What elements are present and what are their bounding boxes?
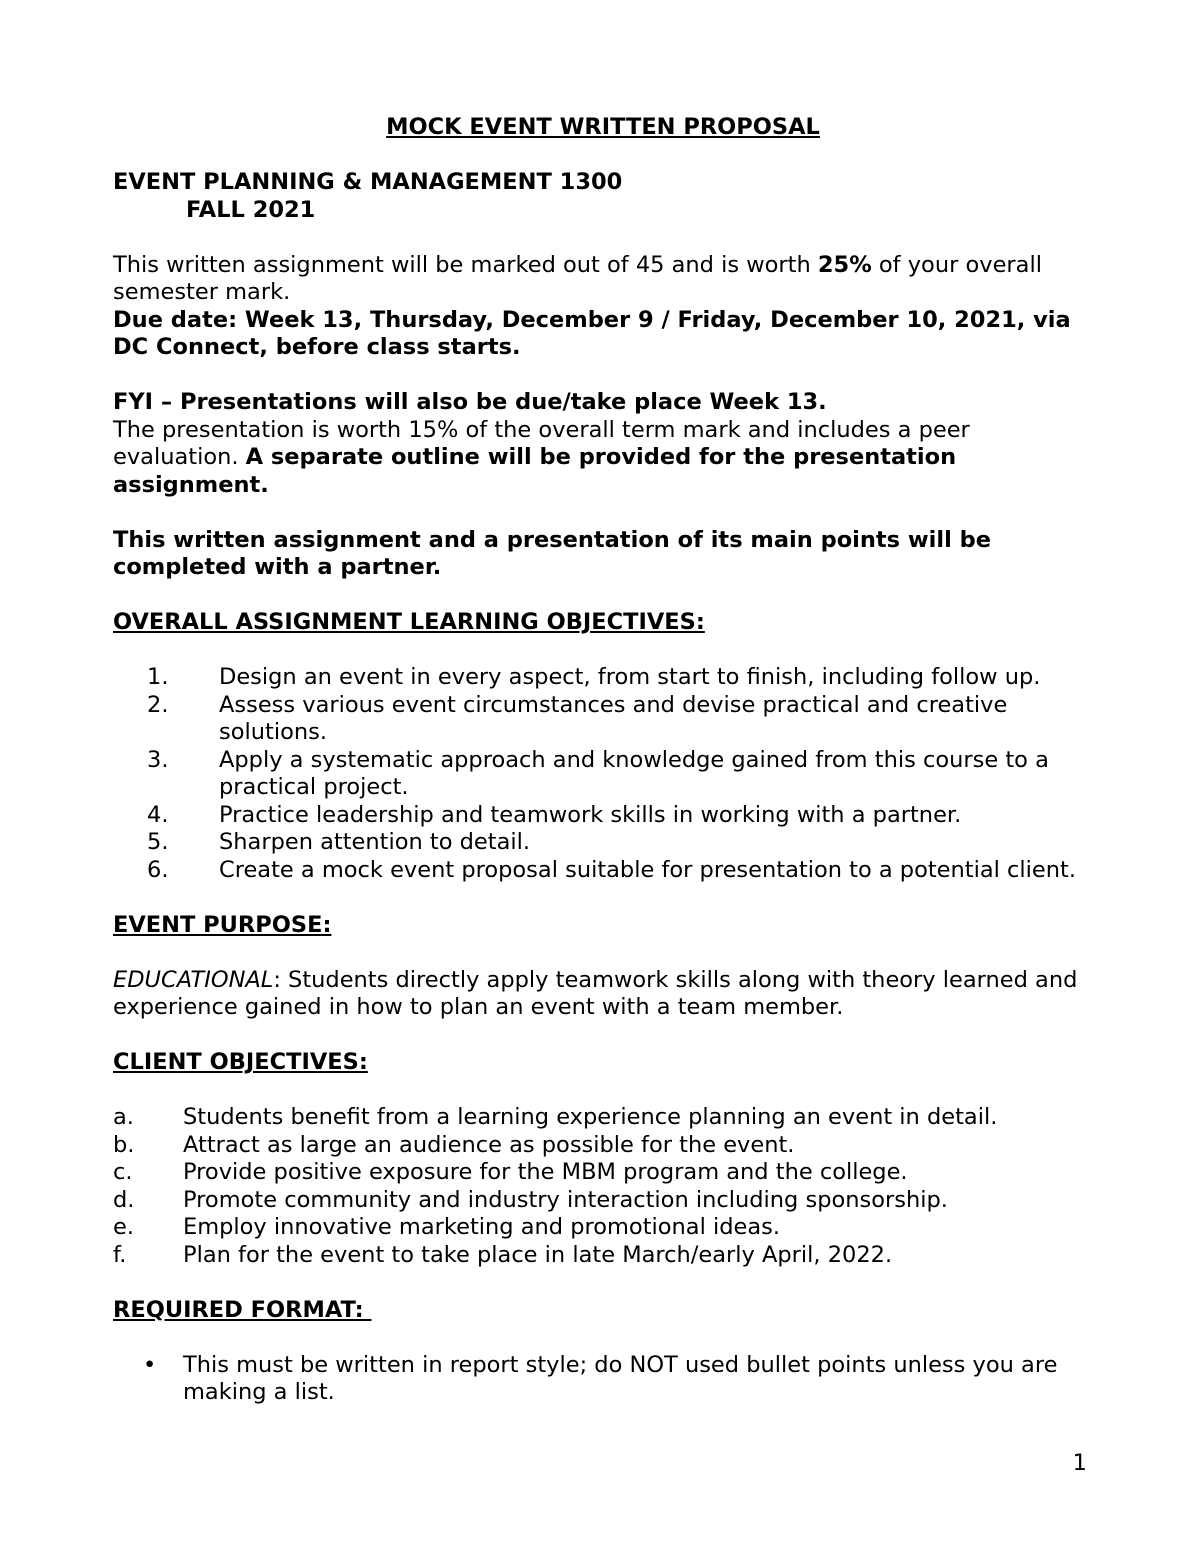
objective-item: [113, 857, 1093, 885]
required-format-list: [113, 1352, 1093, 1407]
purpose-paragraph: [113, 967, 1093, 1022]
page-number: 1: [1072, 1450, 1087, 1476]
objective-item: [113, 802, 1093, 830]
client-objective-item-text: Provide positive exposure for the MBM program and the college.: [183, 1159, 908, 1185]
learning-objectives-list: [113, 664, 1093, 884]
objective-item-text: Apply a systematic approach and knowledge gained from this course to a practical project.: [219, 746, 1049, 800]
objective-item-marker: 4.: [147, 801, 169, 828]
objective-item: [113, 664, 1093, 692]
format-item: [113, 1352, 1093, 1407]
objectives-heading: OVERALL ASSIGNMENT LEARNING OBJECTIVES:: [113, 609, 705, 635]
client-objective-item: [113, 1242, 1093, 1270]
client-objectives-heading: CLIENT OBJECTIVES:: [113, 1049, 368, 1075]
due-date: Due date: Week 13, Thursday, December 9 / Friday, December 10, 2021, via DC Connect, before class starts.: [113, 306, 1071, 360]
client-objective-item-text: Attract as large an audience as possible for the event.: [183, 1131, 795, 1158]
intro-paragraph: [113, 252, 1093, 307]
intro-weight: 25%: [817, 251, 872, 278]
purpose-text: : Students directly apply teamwork skills along with theory learned and experience gained in how to plan an event with a team member.: [113, 966, 1078, 1020]
objective-item-marker: 5.: [147, 829, 169, 855]
objective-item-text: Create a mock event proposal suitable for presentation to a potential client.: [219, 856, 1076, 883]
client-objective-item-marker: b.: [113, 1131, 135, 1158]
presentation-note-bold: A separate outline will be provided for the presentation assignment.: [113, 444, 957, 498]
client-objective-item-text: Students benefit from a learning experience planning an event in detail.: [183, 1104, 998, 1130]
document-body: [113, 114, 1093, 1407]
client-objective-item-marker: e.: [113, 1214, 134, 1240]
intro-text-before: This written assignment will be marked out of 45 and is worth: [113, 251, 818, 278]
objective-item: [113, 692, 1093, 747]
client-objective-item: [113, 1214, 1093, 1242]
course-name: EVENT PLANNING & MANAGEMENT 1300: [113, 169, 623, 195]
objective-item-text: Sharpen attention to detail.: [219, 829, 531, 855]
document-title: MOCK EVENT WRITTEN PROPOSAL: [386, 114, 820, 140]
presentation-note: [113, 417, 1093, 500]
objective-item-marker: 6.: [147, 856, 169, 883]
client-objective-item: [113, 1104, 1093, 1132]
term: FALL 2021: [186, 196, 316, 223]
format-item-text: This must be written in report style; do NOT used bullet points unless you are making a list.: [183, 1351, 1058, 1405]
objective-item-text: Design an event in every aspect, from start to finish, including follow up.: [219, 664, 1041, 690]
client-objectives-list: [113, 1104, 1093, 1269]
presentation-note-text: The presentation is worth 15% of the overall term mark and includes a peer evaluation.: [113, 416, 970, 470]
objective-item-text: Assess various event circumstances and devise practical and creative solutions.: [219, 691, 1008, 745]
purpose-label: EDUCATIONAL: [113, 966, 274, 993]
client-objective-item-text: Promote community and industry interaction including sponsorship.: [183, 1186, 948, 1213]
client-objective-item: [113, 1159, 1093, 1187]
intro-text-after: of your overall semester mark.: [113, 251, 1042, 305]
required-format-heading: REQUIRED FORMAT:: [113, 1296, 372, 1323]
objective-item-marker: 3.: [147, 746, 169, 773]
objective-item-text: Practice leadership and teamwork skills in working with a partner.: [219, 801, 962, 828]
fyi-note: FYI – Presentations will also be due/take place Week 13.: [113, 389, 827, 415]
objective-item-marker: 2.: [147, 691, 169, 718]
client-objective-item: [113, 1187, 1093, 1215]
objective-item-marker: 1.: [147, 664, 169, 690]
client-objective-item-marker: a.: [113, 1104, 134, 1130]
client-objective-item: [113, 1132, 1093, 1160]
purpose-heading: EVENT PURPOSE:: [113, 911, 332, 938]
objective-item: [113, 747, 1093, 802]
client-objective-item-text: Plan for the event to take place in late March/early April, 2022.: [183, 1241, 893, 1268]
partner-note: This written assignment and a presentation of its main points will be completed with a partner.: [113, 526, 992, 580]
client-objective-item-marker: d.: [113, 1186, 135, 1213]
client-objective-item-text: Employ innovative marketing and promotional ideas.: [183, 1214, 781, 1240]
objective-item: [113, 829, 1093, 857]
client-objective-item-marker: f.: [113, 1241, 127, 1268]
format-item-marker: •: [143, 1351, 157, 1378]
client-objective-item-marker: c.: [113, 1159, 133, 1185]
